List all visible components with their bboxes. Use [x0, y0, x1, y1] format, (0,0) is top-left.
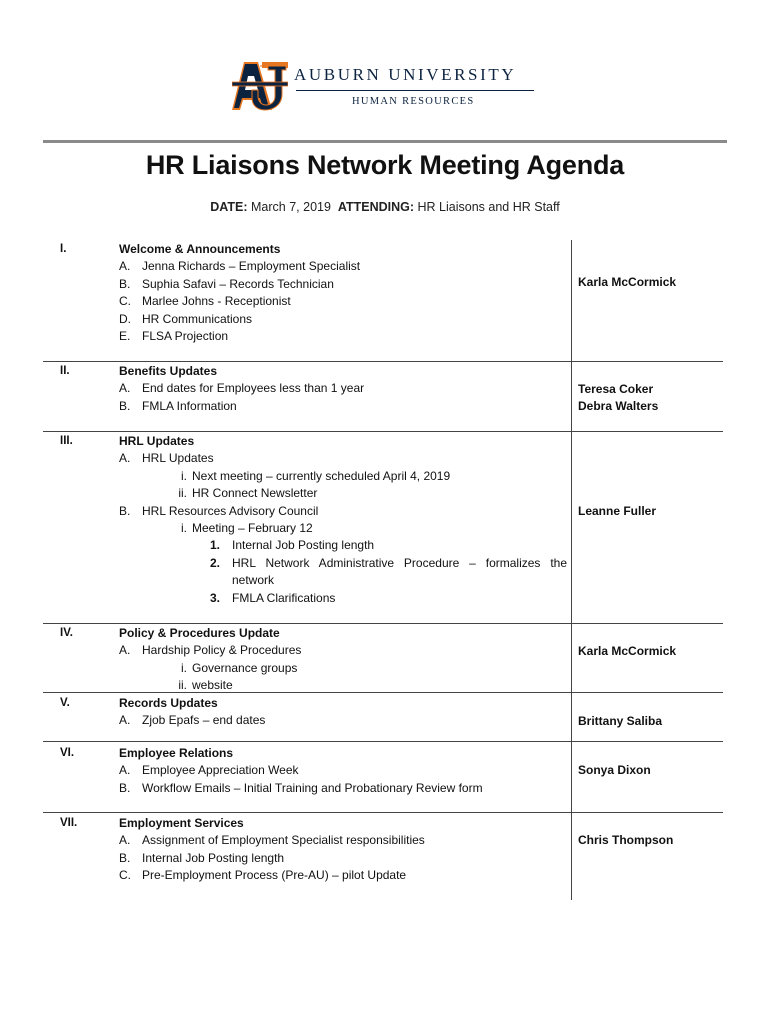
meeting-meta — [0, 200, 770, 214]
section-divider — [43, 623, 723, 624]
page-title: HR Liaisons Network Meeting Agenda — [145, 150, 625, 180]
list-item: A. HRL Updates — [119, 451, 214, 466]
presenter-name: Teresa Coker — [578, 382, 654, 396]
section-heading: Benefits Updates — [119, 364, 218, 378]
section-body — [119, 433, 567, 607]
section-numeral: V. — [60, 697, 70, 709]
list-item: i. Meeting – February 12 — [181, 521, 313, 536]
section-divider — [43, 741, 723, 742]
section-numeral: II. — [60, 365, 70, 377]
list-item: A. Jenna Richards – Employment Specialist — [119, 259, 361, 274]
list-item: B. Internal Job Posting length — [119, 850, 285, 865]
list-item: A. End dates for Employees less than 1 year — [119, 381, 365, 396]
list-item: B. Suphia Safavi – Records Technician — [119, 276, 334, 291]
presenter-name: Sonya Dixon — [578, 763, 651, 777]
list-item: A. Employee Appreciation Week — [119, 763, 299, 778]
list-item: A. Zjob Epafs – end dates — [119, 713, 266, 728]
list-item: 2. HRL Network Administrative Procedure – formalizes the network — [210, 555, 567, 588]
section-heading: Welcome & Announcements — [119, 242, 281, 256]
list-item: ii. website — [178, 678, 233, 693]
presenter-name: Karla McCormick — [578, 644, 677, 658]
attending-label: ATTENDING: — [337, 200, 415, 214]
list-item: D. HR Communications — [119, 311, 253, 326]
letterhead-divider — [296, 90, 534, 91]
university-name: AUBURN UNIVERSITY — [294, 65, 517, 84]
section-heading: Policy & Procedures Update — [119, 626, 280, 640]
list-item: E. FLSA Projection — [119, 329, 229, 344]
list-item: B. HRL Resources Advisory Council — [119, 503, 319, 518]
date-label: DATE: — [210, 200, 248, 214]
presenter-name: Leanne Fuller — [578, 504, 657, 518]
section-divider — [43, 812, 723, 813]
section-body — [119, 745, 567, 797]
list-item: A. Hardship Policy & Procedures — [119, 643, 302, 658]
section-body — [119, 625, 567, 695]
section-body — [119, 363, 567, 415]
section-numeral: III. — [60, 435, 73, 447]
list-item: i. Next meeting – currently scheduled April 4, 2019 — [181, 468, 451, 483]
presenter-name: Chris Thompson — [578, 833, 674, 847]
presenter-name: Brittany Saliba — [578, 714, 663, 728]
section-body — [119, 695, 567, 730]
list-item: ii. HR Connect Newsletter — [178, 486, 318, 501]
list-item: B. Workflow Emails – Initial Training and Probationary Review form — [119, 780, 483, 795]
list-item: 3. FMLA Clarifications — [210, 590, 336, 605]
presenter-name: Debra Walters — [578, 399, 659, 413]
section-heading: Employee Relations — [119, 746, 234, 760]
section-numeral: VII. — [60, 817, 78, 829]
auburn-au-logo-icon — [232, 60, 288, 112]
section-divider — [43, 361, 723, 362]
list-item: i. Governance groups — [181, 660, 298, 675]
section-numeral: VI. — [60, 747, 75, 759]
section-body — [119, 241, 567, 345]
list-item: C. Pre-Employment Process (Pre-AU) – pilot Update — [119, 868, 407, 883]
section-heading: Employment Services — [119, 816, 244, 830]
header-rule — [43, 140, 727, 143]
section-heading: Records Updates — [119, 696, 218, 710]
section-body — [119, 815, 567, 885]
section-numeral: IV. — [60, 627, 74, 639]
date-value: March 7, 2019 — [251, 200, 331, 214]
list-item: 1. Internal Job Posting length — [210, 538, 375, 553]
list-item: C. Marlee Johns - Receptionist — [119, 294, 291, 309]
list-item: B. FMLA Information — [119, 398, 237, 413]
list-item: A. Assignment of Employment Specialist responsibilities — [119, 833, 425, 848]
department-name: HUMAN RESOURCES — [352, 96, 475, 107]
section-numeral: I. — [60, 243, 67, 255]
section-heading: HRL Updates — [119, 434, 195, 448]
presenter-name: Karla McCormick — [578, 275, 677, 289]
attending-value: HR Liaisons and HR Staff — [417, 200, 560, 214]
agenda-column-divider — [571, 240, 572, 900]
section-divider — [43, 431, 723, 432]
